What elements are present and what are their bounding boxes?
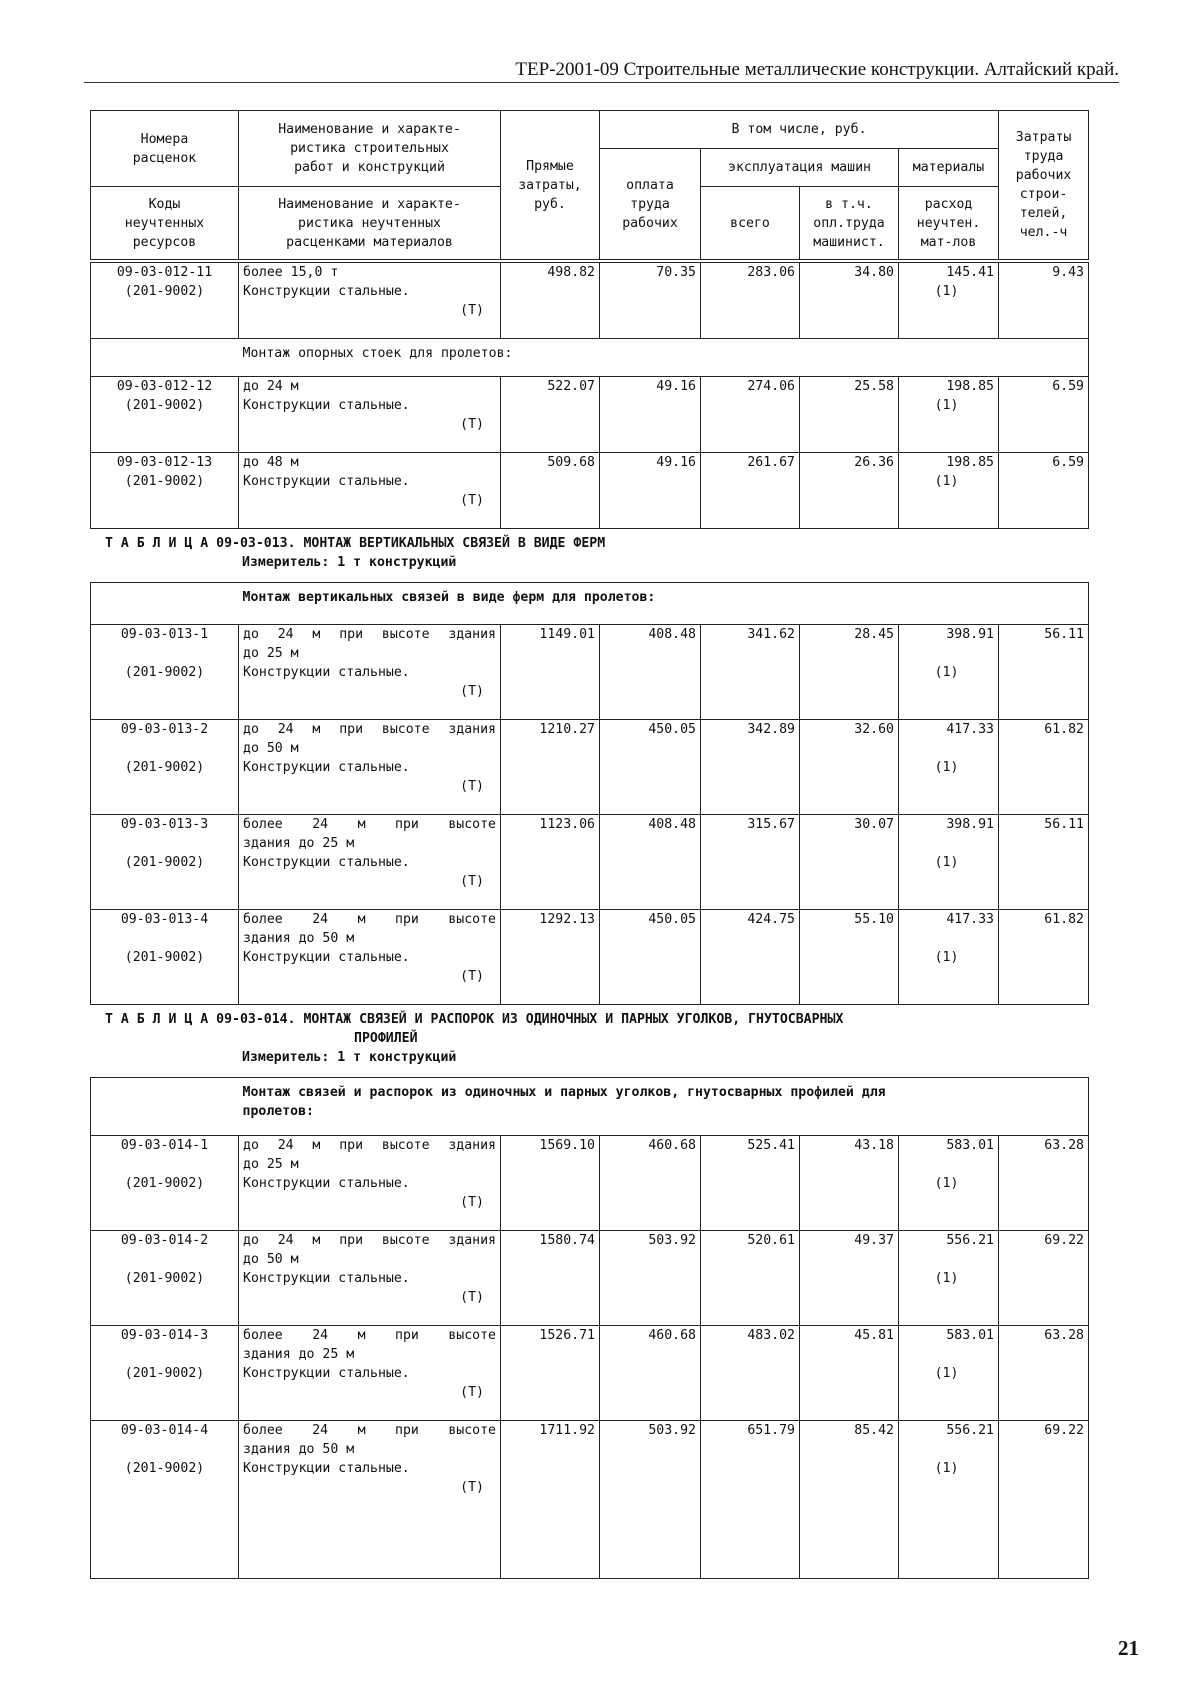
- row-resource: (201-9002): [124, 1271, 205, 1286]
- row-desc-2: до 50 м: [243, 741, 299, 756]
- row-zatraty: 56.11: [999, 815, 1089, 910]
- row-desc-1: более 15,0 т: [243, 265, 339, 280]
- row-desc-2: до 25 м: [243, 1157, 299, 1172]
- table-row: [90, 1230, 1089, 1326]
- row-zatraty: 61.82: [999, 910, 1089, 1005]
- row-rashod: (1): [934, 284, 959, 299]
- row-pryamye: 1149.01: [501, 625, 600, 720]
- row-code: 09-03-013-1: [120, 627, 209, 642]
- row-oplata: 503.92: [600, 1231, 701, 1326]
- row-code: 09-03-014-4: [120, 1423, 209, 1438]
- row-mat: 145.41: [946, 265, 994, 280]
- table-row: [90, 624, 1089, 720]
- col-oplata: оплата труда рабочих: [600, 149, 701, 260]
- row-t-mark: (Т): [460, 1195, 484, 1210]
- row-pryamye: 1292.13: [501, 910, 600, 1005]
- row-material: Конструкции стальные.: [243, 398, 410, 413]
- row-t-mark: (Т): [460, 684, 484, 699]
- table-row: [90, 1135, 1089, 1231]
- row-vtch: 34.80: [800, 263, 899, 339]
- row-vsego: 341.62: [701, 625, 800, 720]
- row-pryamye: 1526.71: [501, 1326, 600, 1421]
- row-pryamye: 1210.27: [501, 720, 600, 815]
- row-vtch: 26.36: [800, 453, 899, 529]
- row-vtch: 85.42: [800, 1421, 899, 1579]
- row-mat: 398.91: [946, 817, 994, 832]
- row-mat: 583.01: [946, 1328, 994, 1343]
- row-rashod: (1): [934, 1366, 959, 1381]
- row-vsego: 274.06: [701, 377, 800, 453]
- row-oplata: 450.05: [600, 910, 701, 1005]
- row-t-mark: (Т): [460, 493, 484, 508]
- page-number: 21: [1118, 1636, 1139, 1660]
- row-code: 09-03-014-3: [120, 1328, 209, 1343]
- table-row: [90, 814, 1089, 910]
- col-pryamye: Прямые затраты, руб.: [501, 111, 600, 260]
- row-zatraty: 63.28: [999, 1136, 1089, 1231]
- row-desc-1: более 24 м при высоте: [243, 1328, 496, 1343]
- row-zatraty: 6.59: [999, 453, 1089, 529]
- row-mat: 198.85: [946, 379, 994, 394]
- row-mat: 398.91: [946, 627, 994, 642]
- col-nomera: Номера расценок: [91, 111, 239, 187]
- row-resource: (201-9002): [124, 1176, 205, 1191]
- row-rashod: (1): [934, 474, 959, 489]
- row-pryamye: 522.07: [501, 377, 600, 453]
- row-code: 09-03-012-12: [116, 379, 213, 394]
- row-vtch: 55.10: [800, 910, 899, 1005]
- row-material: Конструкции стальные.: [243, 284, 410, 299]
- row-desc-1: более 24 м при высоте: [243, 1423, 496, 1438]
- table-row: [90, 1325, 1089, 1421]
- col-naim2: Наименование и характе- ристика неучтенных расценками материалов: [239, 187, 501, 260]
- row-t-mark: (Т): [460, 874, 484, 889]
- row-mat: 198.85: [946, 455, 994, 470]
- row-t-mark: (Т): [460, 417, 484, 432]
- row-resource: (201-9002): [124, 855, 205, 870]
- row-desc-2: здания до 25 м: [243, 836, 355, 851]
- row-resource: (201-9002): [124, 1366, 205, 1381]
- row-desc-1: до 24 м при высоте здания: [243, 627, 496, 642]
- row-desc-1: до 24 м: [243, 379, 299, 394]
- row-desc-1: до 24 м при высоте здания: [243, 722, 496, 737]
- row-code: 09-03-013-2: [120, 722, 209, 737]
- row-rashod: (1): [934, 950, 959, 965]
- row-desc-1: более 24 м при высоте: [243, 817, 496, 832]
- row-resource: (201-9002): [124, 950, 205, 965]
- section-title: Монтаж связей и распорок из одиночных и парных уголков, гнутосварных профилей для: [242, 1085, 886, 1100]
- row-pryamye: 1580.74: [501, 1231, 600, 1326]
- row-desc-2: до 50 м: [243, 1252, 299, 1267]
- row-desc-2: здания до 25 м: [243, 1347, 355, 1362]
- row-pryamye: 498.82: [501, 263, 600, 339]
- col-vsego: всего: [701, 187, 800, 260]
- row-t-mark: (Т): [460, 969, 484, 984]
- section-title-2: пролетов:: [242, 1104, 314, 1119]
- row-zatraty: 9.43: [999, 263, 1089, 339]
- row-pryamye: 1711.92: [501, 1421, 600, 1579]
- row-t-mark: (Т): [460, 1480, 484, 1495]
- row-vtch: 30.07: [800, 815, 899, 910]
- row-material: Конструкции стальные.: [243, 1271, 410, 1286]
- row-vsego: 283.06: [701, 263, 800, 339]
- col-zatraty: Затраты труда рабочих строи- телей, чел.-ч: [999, 111, 1089, 260]
- row-resource: (201-9002): [124, 665, 205, 680]
- column-header: [90, 110, 1089, 260]
- row-resource: (201-9002): [124, 284, 205, 299]
- row-material: Конструкции стальные.: [243, 1366, 410, 1381]
- row-desc-1: более 24 м при высоте: [243, 912, 496, 927]
- row-vsego: 261.67: [701, 453, 800, 529]
- row-mat: 417.33: [946, 722, 994, 737]
- row-material: Конструкции стальные.: [243, 760, 410, 775]
- table-row: [90, 1420, 1089, 1579]
- col-naim: Наименование и характе- ристика строительных работ и конструкций: [239, 111, 501, 187]
- row-rashod: (1): [934, 855, 959, 870]
- table-row: [90, 452, 1089, 529]
- row-rashod: (1): [934, 1271, 959, 1286]
- row-mat: 417.33: [946, 912, 994, 927]
- row-code: 09-03-012-13: [116, 455, 213, 470]
- row-oplata: 408.48: [600, 815, 701, 910]
- section-row: [90, 338, 1089, 377]
- row-oplata: 460.68: [600, 1136, 701, 1231]
- row-zatraty: 69.22: [999, 1421, 1089, 1579]
- row-resource: (201-9002): [124, 760, 205, 775]
- table-unit: Измеритель: 1 т конструкций: [242, 1050, 457, 1065]
- row-code: 09-03-012-11: [116, 265, 213, 280]
- row-material: Конструкции стальные.: [243, 855, 410, 870]
- row-vsego: 483.02: [701, 1326, 800, 1421]
- row-t-mark: (Т): [460, 779, 484, 794]
- row-rashod: (1): [934, 1461, 959, 1476]
- row-t-mark: (Т): [460, 1385, 484, 1400]
- row-oplata: 408.48: [600, 625, 701, 720]
- section-title: Монтаж опорных стоек для пролетов:: [242, 346, 513, 361]
- table-title: Т А Б Л И Ц А 09-03-014. МОНТАЖ СВЯЗЕЙ И РАСПОРОК ИЗ ОДИНОЧНЫХ И ПАРНЫХ УГОЛКОВ, ГНУТОСВАРНЫХ: [105, 1012, 844, 1027]
- row-resource: (201-9002): [124, 398, 205, 413]
- row-vsego: 520.61: [701, 1231, 800, 1326]
- row-zatraty: 69.22: [999, 1231, 1089, 1326]
- table-row: [90, 909, 1089, 1005]
- table-title-2: ПРОФИЛЕЙ: [354, 1031, 418, 1046]
- row-pryamye: 1569.10: [501, 1136, 600, 1231]
- row-vtch: 43.18: [800, 1136, 899, 1231]
- row-material: Конструкции стальные.: [243, 1176, 410, 1191]
- row-rashod: (1): [934, 665, 959, 680]
- col-kody: Коды неучтенных ресурсов: [91, 187, 239, 260]
- row-oplata: 450.05: [600, 720, 701, 815]
- row-t-mark: (Т): [460, 1290, 484, 1305]
- table-unit: Измеритель: 1 т конструкций: [242, 555, 457, 570]
- row-material: Конструкции стальные.: [243, 1461, 410, 1476]
- section-row: [90, 1077, 1089, 1136]
- row-vsego: 315.67: [701, 815, 800, 910]
- row-pryamye: 509.68: [501, 453, 600, 529]
- row-desc-2: до 25 м: [243, 646, 299, 661]
- row-desc-1: до 48 м: [243, 455, 299, 470]
- row-desc-2: здания до 50 м: [243, 1442, 355, 1457]
- row-vtch: 25.58: [800, 377, 899, 453]
- row-oplata: 49.16: [600, 377, 701, 453]
- row-code: 09-03-014-1: [120, 1138, 209, 1153]
- row-vsego: 424.75: [701, 910, 800, 1005]
- row-resource: (201-9002): [124, 474, 205, 489]
- row-vsego: 651.79: [701, 1421, 800, 1579]
- row-oplata: 460.68: [600, 1326, 701, 1421]
- col-mat: материалы: [899, 149, 999, 187]
- row-desc-2: здания до 50 м: [243, 931, 355, 946]
- row-material: Конструкции стальные.: [243, 665, 410, 680]
- row-mat: 556.21: [946, 1233, 994, 1248]
- table-row: [90, 376, 1089, 453]
- row-zatraty: 6.59: [999, 377, 1089, 453]
- row-code: 09-03-014-2: [120, 1233, 209, 1248]
- row-mat: 556.21: [946, 1423, 994, 1438]
- row-vsego: 342.89: [701, 720, 800, 815]
- table-row: [90, 719, 1089, 815]
- row-desc-1: до 24 м при высоте здания: [243, 1233, 496, 1248]
- row-code: 09-03-013-3: [120, 817, 209, 832]
- col-vtom: В том числе, руб.: [600, 111, 999, 149]
- row-rashod: (1): [934, 1176, 959, 1191]
- row-pryamye: 1123.06: [501, 815, 600, 910]
- table-title: Т А Б Л И Ц А 09-03-013. МОНТАЖ ВЕРТИКАЛЬНЫХ СВЯЗЕЙ В ВИДЕ ФЕРМ: [105, 536, 606, 551]
- col-rashod: расход неучтен. мат-лов: [899, 187, 999, 260]
- row-zatraty: 56.11: [999, 625, 1089, 720]
- row-rashod: (1): [934, 398, 959, 413]
- row-code: 09-03-013-4: [120, 912, 209, 927]
- col-vtch: в т.ч. опл.труда машинист.: [800, 187, 899, 260]
- section-title: Монтаж вертикальных связей в виде ферм для пролетов:: [242, 590, 656, 605]
- table-row: [90, 262, 1089, 339]
- row-vsego: 525.41: [701, 1136, 800, 1231]
- row-zatraty: 63.28: [999, 1326, 1089, 1421]
- row-material: Конструкции стальные.: [243, 950, 410, 965]
- row-material: Конструкции стальные.: [243, 474, 410, 489]
- page-header: ТЕР-2001-09 Строительные металлические конструкции. Алтайский край.: [84, 58, 1119, 83]
- row-rashod: (1): [934, 760, 959, 775]
- row-oplata: 70.35: [600, 263, 701, 339]
- row-vtch: 45.81: [800, 1326, 899, 1421]
- row-vtch: 32.60: [800, 720, 899, 815]
- col-ekspl: эксплуатация машин: [701, 149, 899, 187]
- row-t-mark: (Т): [460, 303, 484, 318]
- row-oplata: 503.92: [600, 1421, 701, 1579]
- row-vtch: 28.45: [800, 625, 899, 720]
- row-resource: (201-9002): [124, 1461, 205, 1476]
- row-vtch: 49.37: [800, 1231, 899, 1326]
- row-oplata: 49.16: [600, 453, 701, 529]
- section-row: [90, 582, 1089, 625]
- row-zatraty: 61.82: [999, 720, 1089, 815]
- row-mat: 583.01: [946, 1138, 994, 1153]
- row-desc-1: до 24 м при высоте здания: [243, 1138, 496, 1153]
